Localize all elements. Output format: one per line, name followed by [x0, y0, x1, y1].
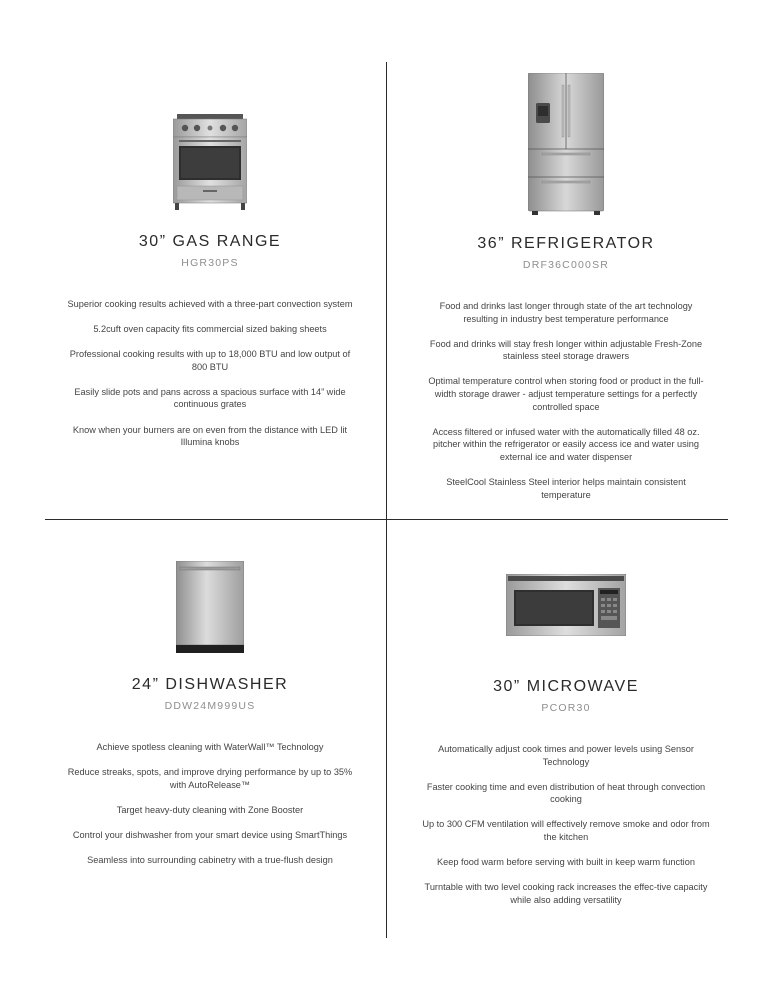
feature-item: Superior cooking results achieved with a three-part convection system — [67, 299, 353, 309]
product-card-microwave — [416, 570, 716, 919]
feature-item: SteelCool Stainless Steel interior helps maintain consistent temperature — [446, 476, 686, 500]
feature-list — [60, 741, 360, 867]
product-model: DDW24M999US — [164, 700, 256, 712]
product-image-wrap — [416, 72, 716, 215]
feature-item: Faster cooking time and even distribution of heat through convection cooking — [426, 781, 706, 805]
feature-item: Optimal temperature control when storing food or product in the full-width storage drawer - adjust temperature settings for a perfectly controlled space — [428, 376, 704, 412]
gas-range-image — [173, 114, 247, 210]
feature-item: Know when your burners are on even from the distance with LED lit Illumina knobs — [72, 424, 348, 448]
dishwasher-image — [176, 561, 244, 653]
product-model: HGR30PS — [181, 257, 239, 269]
feature-item: 5.2cuft oven capacity fits commercial sized baking sheets — [93, 324, 327, 335]
product-title: 36” REFRIGERATOR — [477, 235, 655, 252]
product-image-wrap — [60, 558, 360, 653]
product-image-wrap — [416, 570, 716, 636]
product-model: PCOR30 — [541, 702, 591, 714]
product-model: DRF36C000SR — [522, 259, 610, 271]
product-title: 24” DISHWASHER — [131, 676, 289, 693]
product-card-gas-range — [60, 110, 360, 461]
feature-item: Control your dishwasher from your smart device using SmartThings — [72, 829, 348, 840]
feature-item: Keep food warm before serving with built in keep warm function — [437, 857, 695, 868]
feature-item: Food and drinks will stay fresh longer within adjustable Fresh-Zone stainless steel storage drawers — [429, 338, 703, 362]
feature-item: Seamless into surrounding cabinetry with a true-flush design — [87, 854, 333, 865]
feature-item: Access filtered or infused water with the automatically filled 48 oz. pitcher within the refrigerator or easily access ice and water using external ice and water dispenser — [432, 426, 700, 462]
product-card-dishwasher — [60, 558, 360, 879]
feature-item: Reduce streaks, spots, and improve drying performance by up to 35% with AutoRelease™ — [67, 767, 353, 790]
feature-item: Automatically adjust cook times and power levels using Sensor Technology — [438, 744, 694, 767]
product-title: 30” GAS RANGE — [138, 233, 282, 250]
microwave-image — [506, 574, 626, 636]
product-title: 30” MICROWAVE — [493, 678, 639, 695]
vertical-divider — [386, 62, 387, 938]
feature-item: Turntable with two level cooking rack increases the effec-tive capacity while also adding versatility — [424, 882, 708, 905]
feature-list — [60, 298, 360, 449]
feature-list — [416, 300, 716, 501]
feature-item: Up to 300 CFM ventilation will effectively remove smoke and odor from the kitchen — [422, 819, 710, 842]
horizontal-divider — [45, 519, 728, 520]
feature-item: Achieve spotless cleaning with WaterWall™ Technology — [96, 742, 324, 752]
product-image-wrap — [60, 110, 360, 210]
feature-item: Professional cooking results with up to 18,000 BTU and low output of 800 BTU — [69, 349, 351, 372]
feature-list — [416, 743, 716, 906]
feature-item: Food and drinks last longer through state of the art technology resulting in industry best temperature performance — [439, 301, 693, 324]
feature-item: Easily slide pots and pans across a spacious surface with 14” wide continuous grates — [74, 386, 346, 410]
product-card-refrigerator — [416, 72, 716, 514]
refrigerator-image — [528, 73, 604, 215]
feature-item: Target heavy-duty cleaning with Zone Booster — [116, 804, 304, 815]
